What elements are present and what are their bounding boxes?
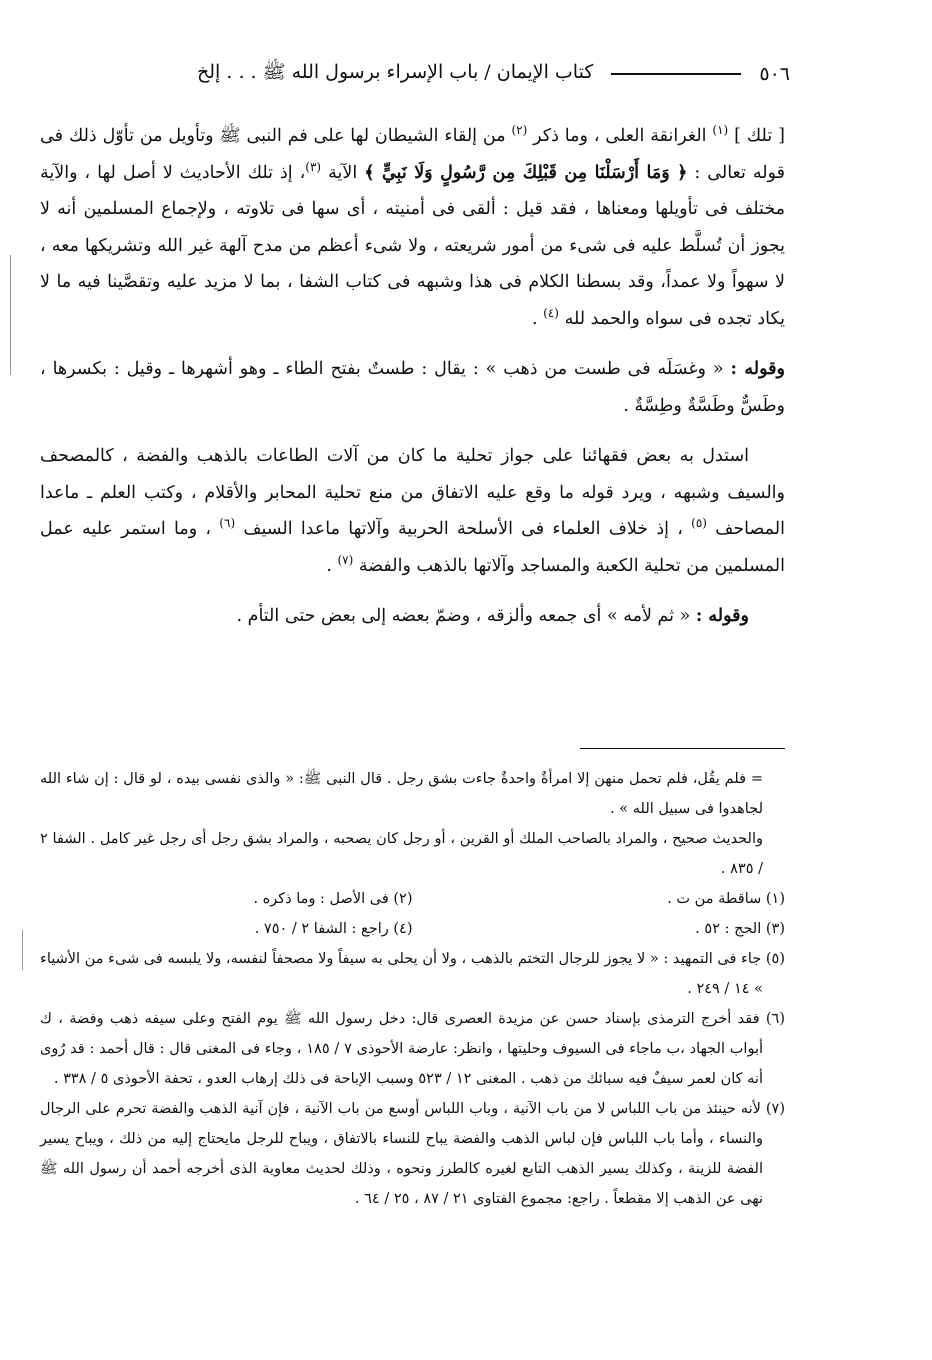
- footnotes: [40, 764, 785, 1214]
- text-segment: الآية: [328, 162, 358, 183]
- text-segment: [ تلك ]: [734, 126, 785, 146]
- running-title: كتاب الإيمان / باب الإسراء برسول الله ﷺ . . . إلخ: [197, 61, 594, 83]
- text-segment: ، وما استمر عليه عمل المسلمين من تحلية الكعبة والمساجد وآلاتها بالذهب والفضة: [40, 519, 785, 576]
- text-segment: الغرانقة العلى ، وما ذكر: [533, 126, 707, 146]
- scan-margin-line: [22, 930, 23, 970]
- text-segment: .: [326, 555, 332, 576]
- footnote-5: (٥) جاء فى التمهيد : « لا يجوز للرجال التختم بالذهب ، ولا أن يحلى به سيفاً ولا مصحفاً لنفسه، ولا يلبسه فى شىء من الأشياء » ١٤ / ٢٤٩ .: [40, 951, 785, 997]
- text-segment: « ثم لأمه » أى جمعه وألزقه ، وضمّ بعضه إلى بعض حتى التأم .: [236, 606, 691, 626]
- text-segment: ، إذ تلك الأحاديث لا أصل لها ، والآية مختلف فى تأويلها ومعناها ، فقد قيل : ألقى فى أمنيته ، أى سها فى تلاوته ، ولإجماع المسلمين أنه لا يجوز أن تُسلَّط عليه فى شىء من أمور شريعته ، ولا شىء أعظم من مدح آلهة غير الله وتشريكها معه ، لا سهواً ولا عمداً، وقد بسطنا الكلام فى هذا وشبهه فى كتاب الشفا ، بما لا مزيد عليه وتقصَّينا فيه ما لا يكاد تجده فى سواه والحمد لله: [40, 162, 785, 329]
- footnote-ref: (٥): [691, 516, 707, 531]
- page-number: ٥٠٦: [759, 63, 790, 85]
- footnote-continued: والحديث صحيح ، والمراد بالصاحب الملك أو القرين ، أو رجل كان يصحبه ، والمراد بشق رجل أى رجل غير كامل . الشفا ٢ / ٨٣٥ .: [40, 831, 763, 877]
- text-segment: .: [532, 308, 538, 329]
- paragraph-2: [40, 351, 785, 424]
- footnote-7: (٧) لأنه حينئذ من باب اللباس لا من باب الآنية ، وباب اللباس أوسع من باب الآنية ، فإن آنية الذهب والفضة تحرم على الرجال والنساء ، وأما باب اللباس فإن لباس الذهب والفضة يباح للنساء بالاتفاق ، ويباح للرجل مايحتاج إليه من ذلك ، ويباح يسير الفضة للزينة ، وكذلك يسير الذهب التابع لغيره كالطرز ونحوه ، وذلك لحديث معاوية الذى أخرجه أحمد أن رسول الله ﷺ نهى عن الذهب إلا مقطعاً . راجع: مجموع الفتاوى ٢١ / ٨٧ ، ٢٥ / ٦٤ .: [40, 1101, 785, 1207]
- footnote-ref: (٦): [219, 516, 236, 531]
- text-segment: من إلقاء الشيطان لها على فم النبى ﷺ وتأويل من تأوّل ذلك فى قوله تعالى :: [40, 126, 785, 183]
- paragraph-1: [40, 118, 785, 337]
- footnote-ref: (٤): [543, 305, 559, 320]
- footnote-2: (٢) فى الأصل : وما ذكره .: [253, 891, 413, 907]
- text-segment: استدل به بعض فقهائنا على جواز تحلية ما كان من آلات الطاعات بالذهب والفضة ، كالمصحف والسيف وشبهه ، ويرد قوله ما وقع عليه الاتفاق من منع تحلية المحابر والأقلام ، وكتب العلم ـ ماعدا المصاحف: [40, 446, 785, 539]
- footnote-row: [40, 914, 785, 944]
- main-text: [40, 118, 785, 635]
- text-segment: « وغسَلَه فى طست من ذهب » : يقال : طستٌ بفتح الطاء ـ وهو أشهرها ـ وقيل : بكسرها ، وطَسٌّ وطَسَّةٌ وطِسَّةٌ .: [40, 359, 785, 416]
- running-header: [30, 56, 790, 92]
- footnote-ref: (١): [712, 123, 729, 138]
- header-rule: [611, 73, 741, 75]
- footnote-ref: (٧): [337, 552, 354, 567]
- lead-phrase: وقوله :: [730, 359, 785, 379]
- footnote-6: (٦) فقد أخرج الترمذى بإسناد حسن عن مزيدة العصرى قال: دخل رسول الله ﷺ يوم الفتح وعلى سيفه ذهب وفضة ، ك أبواب الجهاد ،ب ماجاء فى السيوف وحليتها ، وانظر: عارضة الأحوذى ٧ / ١٨٥ ، وجاء فى المغنى قال : قال أحمد : قد رُوى أنه كان لعمر سيفٌ فيه سبائك من ذهب . المغنى ١٢ / ٥٢٣ وسبب الإباحة فى ذلك إرهاب العدو ، تحفة الأحوذى ٥ / ٣٣٨ .: [40, 1011, 785, 1087]
- footnote-1: (١) ساقطة من ت .: [667, 891, 785, 907]
- quran-quote: ﴿ وَمَا أَرْسَلْنَا مِن قَبْلِكَ مِن رَّسُولٍ وَلَا نَبِيٍّ ﴾: [364, 162, 688, 183]
- footnote-3: (٣) الحج : ٥٢ .: [695, 921, 785, 937]
- footnote-row: [40, 884, 785, 914]
- paragraph-3: [40, 438, 785, 584]
- paragraph-4: [40, 598, 785, 635]
- footnote-ref: (٣): [305, 159, 322, 174]
- footnote-4: (٤) راجع : الشفا ٢ / ٧٥٠ .: [254, 921, 413, 937]
- scan-margin-line: [10, 255, 11, 375]
- footnote-continued: = فلم يقُل، فلم تحمل منهن إلا امرأةٌ واحدةٌ جاءت بشق رجل . قال النبى ﷺ: « والذى نفسى بيده ، لو قال : إن شاء الله لجاهدوا فى سبيل الله » .: [40, 771, 763, 817]
- footnote-ref: (٢): [511, 123, 528, 138]
- text-segment: ، إذ خلاف العلماء فى الأسلحة الحربية وآلاتها ماعدا السيف: [243, 519, 683, 539]
- footnote-separator: [580, 748, 785, 749]
- lead-phrase: وقوله :: [695, 606, 749, 626]
